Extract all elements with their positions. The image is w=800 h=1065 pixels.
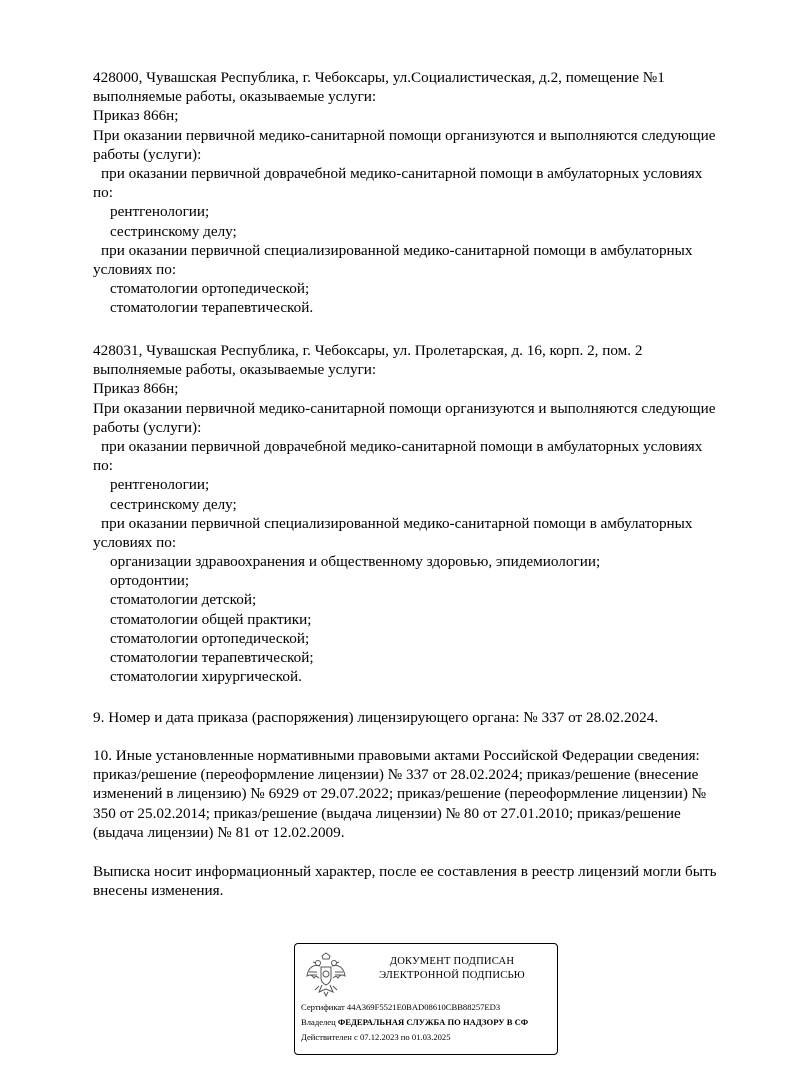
body-line: условиях по: <box>93 260 177 278</box>
subheading-line: при оказании первичной специализированной медико-санитарной помощи в амбулаторных <box>101 514 693 532</box>
address-line: 428000, Чувашская Республика, г. Чебоксары, ул.Социалистическая, д.2, помещение №1 <box>93 69 665 86</box>
owner-label: Владелец <box>301 1017 336 1027</box>
validity-line: Действителен с 07.12.2023 по 01.03.2025 <box>301 1032 451 1042</box>
body-line: Выписка носит информационный характер, после ее составления в реестр лицензий могли быть <box>93 863 717 880</box>
works-heading: выполняемые работы, оказываемые услуги: <box>93 88 377 106</box>
body-line: по: <box>93 457 113 475</box>
owner-line <box>301 1015 558 1030</box>
body-line: изменений в лицензию) № 6929 от 29.07.2022; приказ/решение (переоформление лицензии) № <box>93 785 707 803</box>
double-headed-eagle-emblem-icon <box>305 952 347 998</box>
list-item: стоматологии ортопедической; <box>110 280 310 298</box>
list-item: организации здравоохранения и общественному здоровью, эпидемиологии; <box>110 553 601 571</box>
order-ref: Приказ 866н; <box>93 380 179 398</box>
list-item: ортодонтии; <box>110 572 190 590</box>
body-line: При оказании первичной медико-санитарной помощи организуются и выполняются следующие <box>93 126 716 144</box>
list-item: стоматологии терапевтической. <box>110 299 314 317</box>
list-item: стоматологии ортопедической; <box>110 629 310 647</box>
address-line: 428031, Чувашская Республика, г. Чебоксары, ул. Пролетарская, д. 16, корп. 2, пом. 2 <box>93 342 643 359</box>
body-line: 350 от 25.02.2014; приказ/решение (выдача лицензии) № 80 от 27.01.2010; приказ/решение <box>93 804 681 822</box>
subheading-line: при оказании первичной доврачебной медико-санитарной помощи в амбулаторных условиях <box>101 437 703 455</box>
body-line: При оказании первичной медико-санитарной помощи организуются и выполняются следующие <box>93 399 716 417</box>
order-number-line: 9. Номер и дата приказа (распоряжения) лицензирующего органа: № 337 от 28.02.2024. <box>93 709 659 726</box>
body-line: по: <box>93 184 113 202</box>
electronic-signature-stamp <box>294 943 558 1055</box>
list-item: рентгенологии; <box>110 476 210 494</box>
body-line: условиях по: <box>93 533 177 551</box>
certificate-line <box>301 1000 558 1015</box>
info-notice <box>93 862 763 900</box>
subheading-line: при оказании первичной доврачебной медико-санитарной помощи в амбулаторных условиях <box>101 164 703 182</box>
owner-value: ФЕДЕРАЛЬНАЯ СЛУЖБА ПО НАДЗОРУ В СФ <box>337 1017 529 1027</box>
section-10 <box>93 746 763 842</box>
list-item: сестринскому делу; <box>110 222 237 240</box>
list-item: рентгенологии; <box>110 203 210 221</box>
address-block-2 <box>93 341 763 686</box>
body-line: работы (услуги): <box>93 145 202 163</box>
address-block-1 <box>93 68 763 317</box>
list-item: стоматологии хирургической. <box>110 668 302 686</box>
certificate-value: 44A369F5521E0BAD08610CBB88257ED3 <box>346 1002 501 1012</box>
certificate-label: Сертификат <box>301 1002 345 1012</box>
list-item: стоматологии терапевтической; <box>110 649 314 666</box>
stamp-title <box>351 955 553 983</box>
body-line: 10. Иные установленные нормативными правовыми актами Российской Федерации сведения: <box>93 747 700 764</box>
list-item: стоматологии общей практики; <box>110 610 312 628</box>
section-9 <box>93 708 763 727</box>
list-item: сестринскому делу; <box>110 495 237 513</box>
body-line: (выдача лицензии) № 81 от 12.02.2009. <box>93 823 345 841</box>
list-item: стоматологии детской; <box>110 591 257 609</box>
subheading-line: при оказании первичной специализированной медико-санитарной помощи в амбулаторных <box>101 241 693 259</box>
body-line: внесены изменения. <box>93 882 224 900</box>
order-ref: Приказ 866н; <box>93 107 179 125</box>
body-line: приказ/решение (переоформление лицензии) № 337 от 28.02.2024; приказ/решение (внесение <box>93 766 699 784</box>
body-line: работы (услуги): <box>93 418 202 436</box>
stamp-details <box>301 1000 558 1045</box>
stamp-title-line: ДОКУМЕНТ ПОДПИСАН <box>389 956 515 967</box>
stamp-title-line: ЭЛЕКТРОННОЙ ПОДПИСЬЮ <box>379 970 525 981</box>
works-heading: выполняемые работы, оказываемые услуги: <box>93 361 377 379</box>
